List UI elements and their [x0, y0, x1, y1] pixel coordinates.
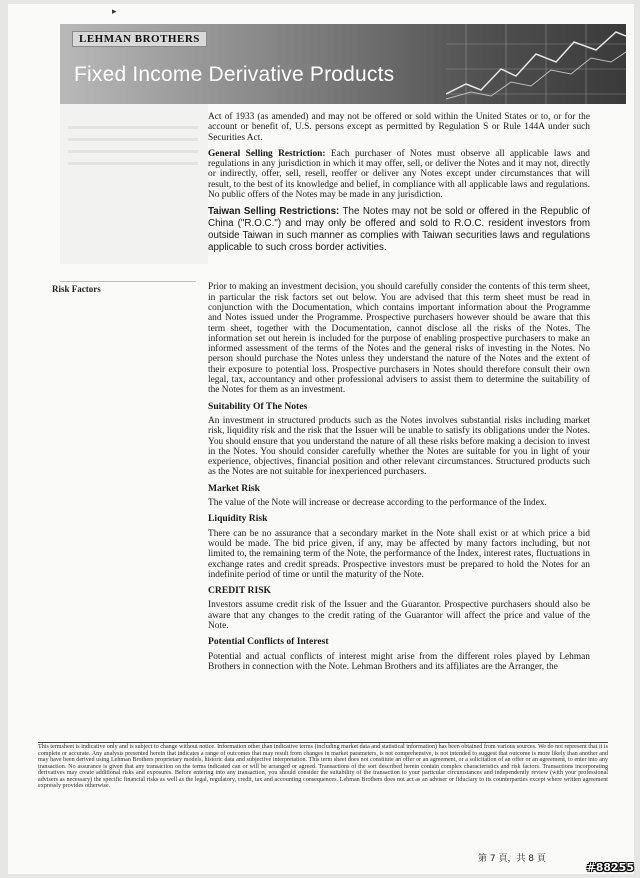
bleed-line: [68, 126, 198, 129]
risk-factors-label: Risk Factors: [52, 284, 101, 294]
general-selling-text: Each purchaser of Notes must observe all applicable laws and regulations in any jurisdiction in which it may offer, sell, or deliver the Notes and it may not, directly or indirectly, offer, sell, resell, reoffer or deliver any Notes except under circumstances that will result, to the best of its knowledge and belief, in compliance with all applicable laws and regulations. No public offers of the Notes may be made in any jurisdiction.: [208, 148, 590, 201]
bleed-line: [68, 162, 198, 165]
corner-mark: ▸: [112, 6, 117, 16]
chart-graphic-icon: [446, 24, 626, 104]
general-selling-restriction: [208, 149, 590, 200]
page-title: Fixed Income Derivative Products: [74, 63, 395, 86]
risk-intro: Prior to making an investment decision, you should carefully consider the contents of this term sheet, in particular the risk factors set out below. You are advised that this term sheet must be read in conjunction with the Documentation, which contains important information about the Programme and Notes issued under the Programme. Prospective purchasers however should be aware that this term sheet, together with the Documentation, cannot disclose all the risks of the Notes. The information set out herein is included for the purpose of enabling prospective purchasers to make an informed assessment of the terms of the Notes and the general risks of investing in the Notes. No person should purchase the Notes unless they understand the nature of the Notes and the extent of their exposure to potential loss. Prospective purchasers in Notes should therefore consult their own legal, tax, accountancy and other professional advisers to assist them to determine the suitability of the Notes for them as an investment.: [208, 282, 590, 396]
section-text: There can be no assurance that a secondary market in the Note shall exist or at which price a bid would be made. The bid price given, if any, may be affected by many factors including, but not limited to, the remaining term of the Note, the performance of the Index, interest rates, fluctuations in exchange rates and credit spreads. Prospective investors must be prepared to hold the Notes for an indefinite period of time or until the maturity of the Note.: [208, 528, 590, 580]
main-column: [208, 112, 590, 678]
section-heading: Market Risk: [208, 482, 260, 494]
page-number: 第 7 頁，共 8 頁: [478, 854, 546, 864]
us-selling-continuation: Act of 1933 (as amended) and may not be offered or sold within the United States or to, or for the account or benefit of, U.S. persons except as permitted by Regulation S or Rule 144A under such Securities Act.: [208, 112, 590, 143]
document-page: [8, 4, 634, 874]
bleed-line: [68, 150, 198, 153]
bleed-line: [68, 138, 198, 141]
taiwan-selling-heading: Taiwan Selling Restrictions:: [208, 206, 340, 218]
footer-disclaimer: This termsheet is indicative only and is subject to change without notice. Information other than indicative terms (including market data and statistical information) has been obtained from various sources. We do not represent that it is complete or accurate. Any analysis presented herein that indicates a range of outcomes that may result from changes in market parameters, is not comprehensive, is not intended to suggest that outcome is more likely than another and may have been derived using Lehman Brothers proprietary models, historic data and subjective interpretation. This term sheet does not constitute an offer or an agreement, or a solicitation of an offer or an agreement, to enter into any transaction. No assurance is given that any transaction on the terms indicated can or will be arranged or agreed. Transactions of the sort described herein contain complex characteristics and risk factors. Transactions incorporating derivatives may create additional risks and exposures. Before entering into any transaction, you should consider the suitability of the transaction to your particular circumstances and independently review (with your professional advisers as necessary) the specific financial risks as well as the legal, regulatory, credit, tax and accounting consequences. Lehman Brothers does not act as an adviser or fiduciary to its counterparties except where written agreement expressly provides otherwise.: [38, 744, 608, 789]
watermark-id: #88255: [586, 861, 634, 874]
taiwan-selling-restriction: [208, 206, 590, 254]
side-divider: [60, 281, 196, 282]
footer-divider: [38, 742, 608, 743]
header-banner: [60, 24, 626, 104]
section-heading: Liquidity Risk: [208, 513, 268, 525]
taiwan-selling-text: The Notes may not be sold or offered in the Republic of China ("R.O.C.") and may only be offered and sold to R.O.C. resident investors from outside Taiwan in such manner as complies with Taiwan securities laws and regulations applicable to such cross border activities.: [208, 206, 591, 254]
section-heading: Potential Conflicts of Interest: [208, 636, 329, 648]
section-text: The value of the Note will increase or decrease according to the performance of the Index.: [208, 498, 547, 509]
section-heading: CREDIT RISK: [208, 585, 272, 597]
section-text: Potential and actual conflicts of interest might arise from the different roles played by Lehman Brothers in connection with the Note. Lehman Brothers and its affiliates are the Arranger, the: [208, 651, 590, 672]
section-text: An investment in structured products such as the Notes involves substantial risks including market risk, liquidity risk and the risk that the Issuer will be unable to satisfy its obligations under the Notes. You should ensure that you understand the nature of all these risks before making a decision to invest in the Notes. You should consider carefully whether the Notes are suitable for you in light of your experience, objectives, financial position and other relevant circumstances. Structured products such as the Notes are not suitable for inexperienced purchasers.: [208, 415, 590, 478]
section-heading: Suitability Of The Notes: [208, 400, 308, 412]
general-selling-heading: General Selling Restriction:: [208, 148, 326, 159]
brand-logo: LEHMAN BROTHERS: [72, 31, 207, 47]
section-text: Investors assume credit risk of the Issuer and the Guarantor. Prospective purchasers should also be aware that any changes to the credit rating of the Guarantor will affect the price and value of the Note.: [208, 600, 590, 631]
